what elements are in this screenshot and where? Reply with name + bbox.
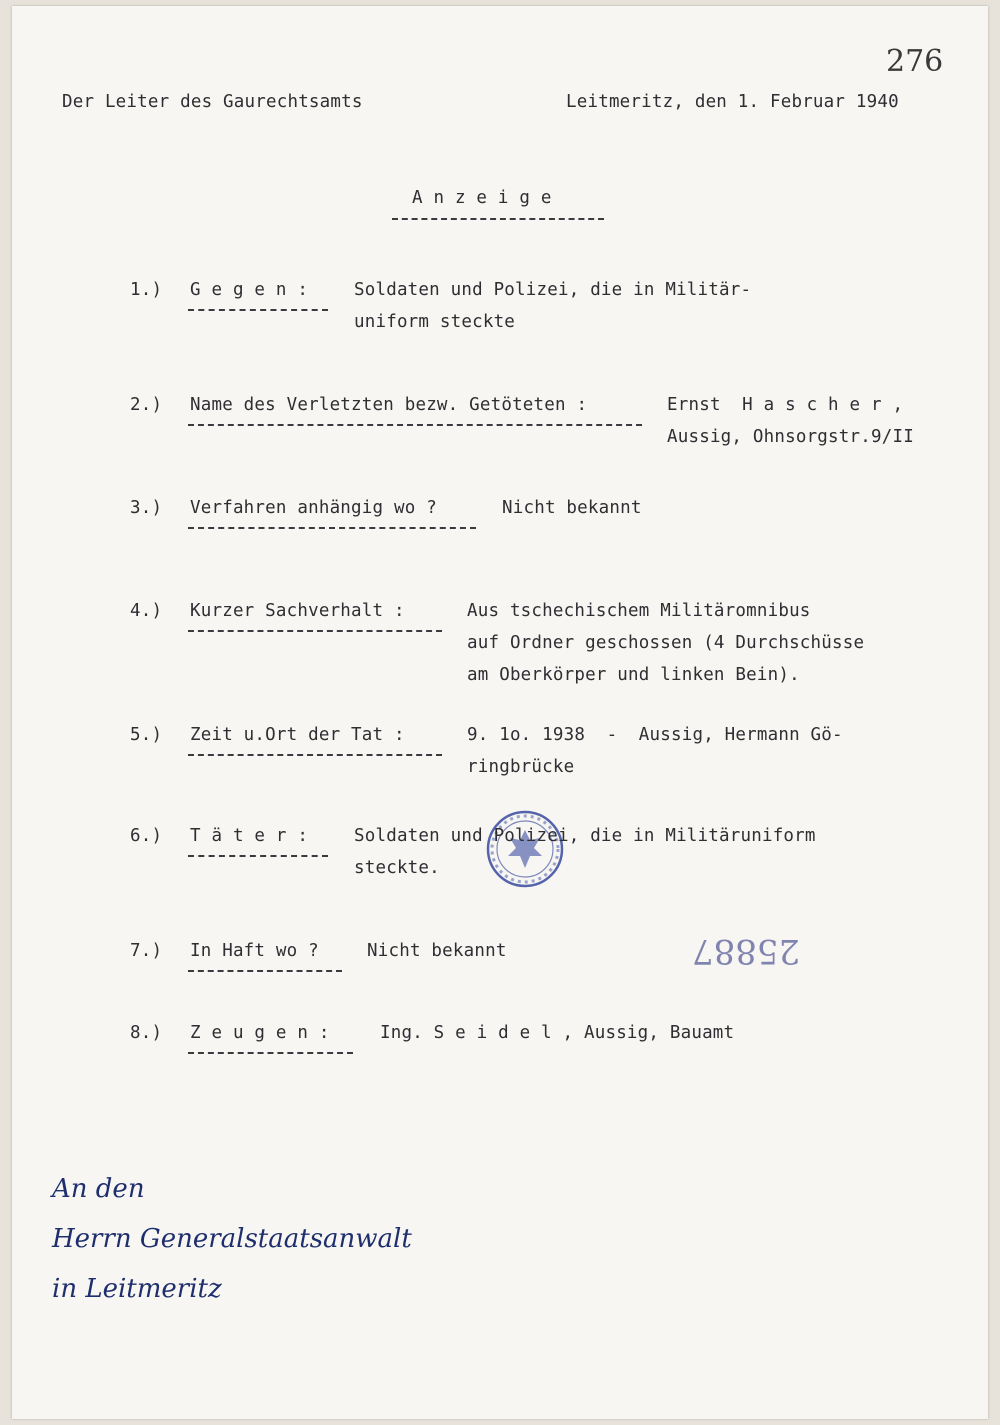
item-label: Zeit u.Ort der Tat : [190,725,405,745]
item-value-line: Soldaten und Polizei, die in Militär- [354,280,752,300]
label-underline [188,424,642,426]
item-value-line: ringbrücke [467,757,575,777]
label-underline [188,1052,353,1054]
label-underline [188,630,442,632]
document-page [12,6,988,1419]
item-value-line: Nicht bekannt [502,498,642,518]
item-number: 7.) [130,941,163,961]
item-value-line: Aus tschechischem Militäromnibus [467,601,811,621]
item-number: 6.) [130,826,163,846]
item-number: 8.) [130,1023,163,1043]
item-label: Z e u g e n : [190,1023,330,1043]
label-underline [188,855,328,857]
item-value-line: auf Ordner geschossen (4 Durchschüsse [467,633,865,653]
document-title: A n z e i g e [412,188,552,208]
item-value-line: steckte. [354,858,440,878]
title-underline [392,218,604,220]
item-label: G e g e n : [190,280,309,300]
item-number: 5.) [130,725,163,745]
item-number: 3.) [130,498,163,518]
page-number: 276 [886,44,944,79]
handwriting-line: An den [52,1174,145,1204]
pencil-annotation: 25887 [692,931,801,971]
item-value-line: Ing. S e i d e l , Aussig, Bauamt [380,1023,735,1043]
handwriting-line: in Leitmeritz [52,1274,222,1304]
official-seal-stamp [484,808,566,890]
item-value-line: Aussig, Ohnsorgstr.9/II [667,427,914,447]
label-underline [188,754,442,756]
label-underline [188,527,476,529]
item-number: 2.) [130,395,163,415]
item-label: Name des Verletzten bezw. Getöteten : [190,395,588,415]
sender: Der Leiter des Gaurechtsamts [62,92,363,112]
item-number: 4.) [130,601,163,621]
item-label: Kurzer Sachverhalt : [190,601,405,621]
label-underline [188,309,328,311]
item-value-line: am Oberkörper und linken Bein). [467,665,800,685]
place-date: Leitmeritz, den 1. Februar 1940 [566,92,899,112]
label-underline [188,970,342,972]
item-value-line: 9. 1o. 1938 - Aussig, Hermann Gö- [467,725,843,745]
handwriting-line: Herrn Generalstaatsanwalt [52,1224,412,1254]
item-value-line: uniform steckte [354,312,516,332]
item-label: T ä t e r : [190,826,309,846]
item-label: In Haft wo ? [190,941,319,961]
item-number: 1.) [130,280,163,300]
item-label: Verfahren anhängig wo ? [190,498,437,518]
item-value-line: Ernst H a s c h e r , [667,395,904,415]
item-value-line: Soldaten und Polizei, die in Militäruniform [354,826,816,846]
item-value-line: Nicht bekannt [367,941,507,961]
